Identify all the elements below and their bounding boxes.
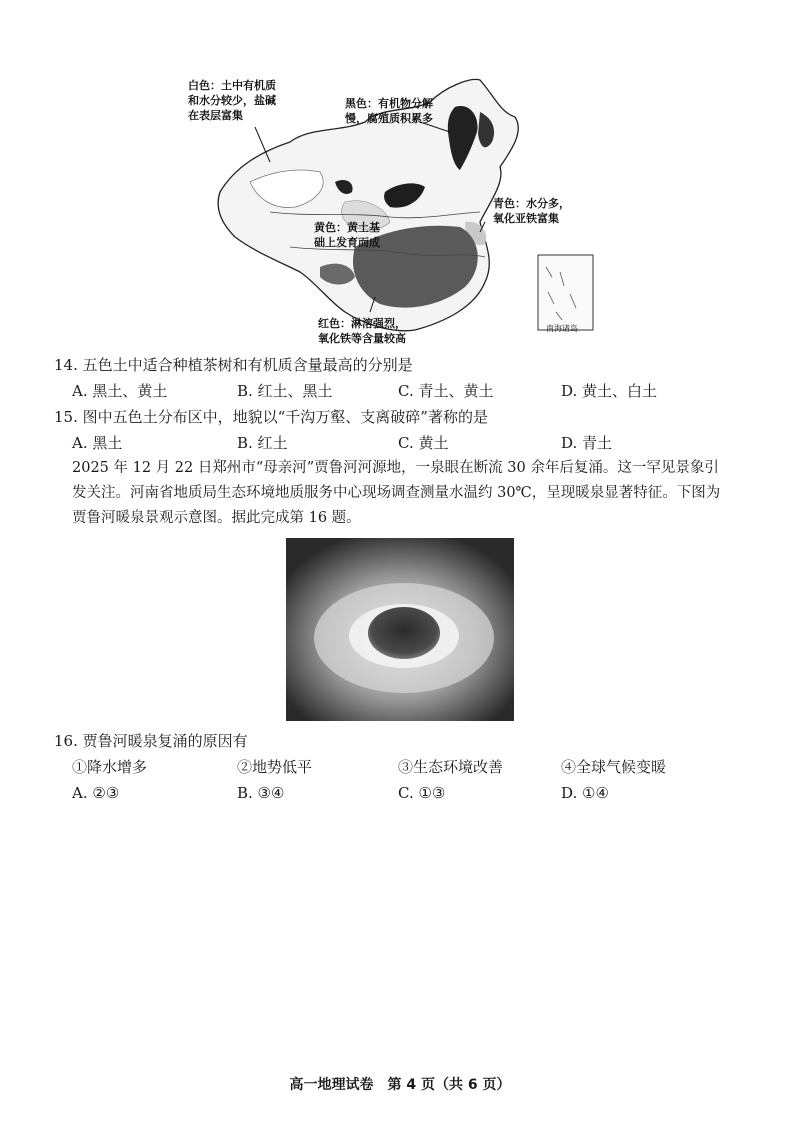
label-red-soil: 红色：淋溶强烈， 氧化铁等含量较高 — [318, 317, 406, 345]
q15-stem: 15. 图中五色土分布区中，地貌以“千沟万壑、支离破碎”著称的是 — [54, 408, 488, 426]
q14-stem: 14. 五色土中适合种植茶树和有机质含量最高的分别是 — [54, 356, 413, 374]
label-black-soil: 黑色：有机物分解 慢，腐殖质积累多 — [345, 97, 433, 125]
label-white-soil: 白色：土中有机质 和水分较少，盐碱 在表层富集 — [188, 79, 276, 122]
spring-illustration — [286, 538, 514, 721]
label-yellow-soil: 黄色：黄土基 础上发育而成 — [314, 221, 380, 249]
q16-passage: 2025 年 12 月 22 日郑州市“母亲河”贾鲁河河源地，一泉眼在断流 30 余年后复涌。这一罕见景象引发关注。河南省地质局生态环境地质服务中心现场调查测量水温约 30℃，呈现暖泉显著特征。下图为贾鲁河暖泉景观示意图。据此完成第 16 题。 — [72, 460, 721, 526]
q14-option-d[interactable]: D. 黄土、白土 — [561, 382, 658, 400]
label-inset-islands: 南海诸岛 — [546, 324, 578, 333]
q15-option-c[interactable]: C. 黄土 — [398, 434, 449, 452]
q14-option-b[interactable]: B. 红土、黑土 — [237, 382, 333, 400]
q16-item-1: ①降水增多 — [72, 758, 148, 776]
soil-map-figure — [180, 72, 610, 347]
q16-item-3: ③生态环境改善 — [398, 758, 504, 776]
q15-option-a[interactable]: A. 黑土 — [72, 434, 123, 452]
q15-option-b[interactable]: B. 红土 — [237, 434, 288, 452]
q16-option-b[interactable]: B. ③④ — [237, 784, 285, 802]
q16-item-4: ④全球气候变暖 — [561, 758, 667, 776]
q14-option-c[interactable]: C. 青土、黄土 — [398, 382, 494, 400]
q16-option-d[interactable]: D. ①④ — [561, 784, 609, 802]
q16-option-c[interactable]: C. ①③ — [398, 784, 446, 802]
q16-option-a[interactable]: A. ②③ — [72, 784, 120, 802]
q15-option-d[interactable]: D. 青土 — [561, 434, 613, 452]
q16-stem: 16. 贾鲁河暖泉复涌的原因有 — [54, 732, 248, 750]
warm-spring-photo — [286, 538, 514, 721]
page-footer: 高一地理试卷 第 4 页（共 6 页） — [289, 1077, 511, 1093]
q14-option-a[interactable]: A. 黑土、黄土 — [72, 382, 168, 400]
q16-item-2: ②地势低平 — [237, 758, 313, 776]
label-cyan-soil: 青色：水分多， 氧化亚铁富集 — [493, 197, 570, 225]
